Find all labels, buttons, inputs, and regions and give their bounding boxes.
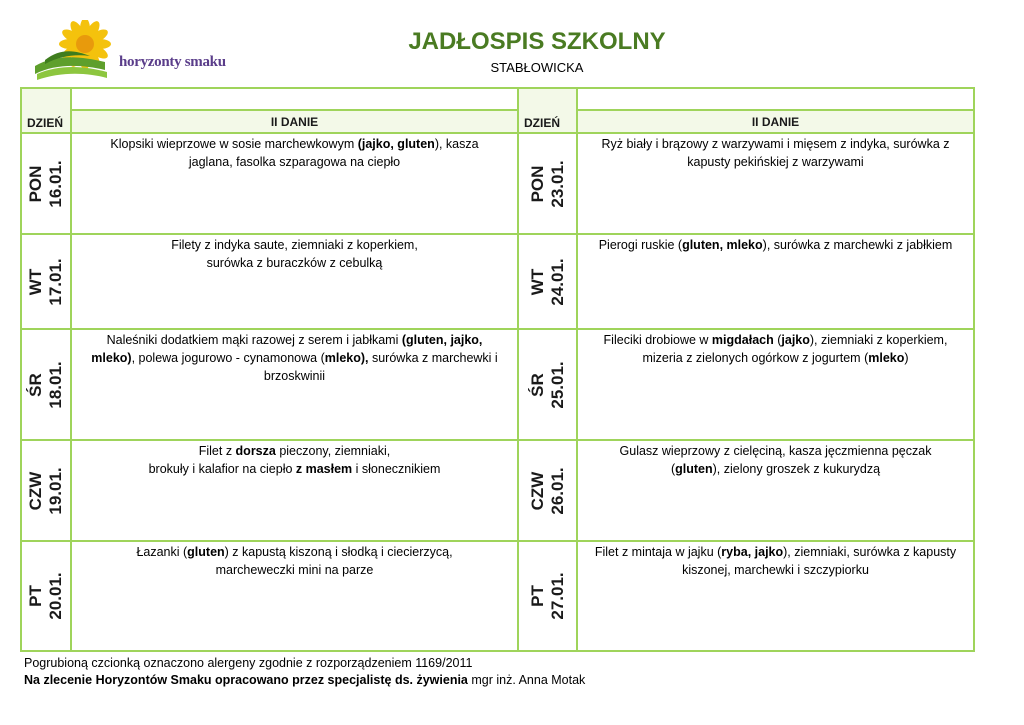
dish-description	[72, 330, 517, 385]
table-row	[21, 440, 974, 541]
dish-text: surówka z marchewki i	[368, 351, 498, 365]
day-name: PON	[527, 165, 547, 202]
allergen-text: migdałach	[711, 333, 774, 347]
dish-text: Ryż biały i brązowy z warzywami i mięsem z indyka, surówka z	[601, 137, 950, 151]
dish-text: pieczony, ziemniaki,	[275, 444, 391, 458]
allergen-text: (jajko, gluten	[357, 137, 435, 151]
dish-text: Gulasz wieprzowy z cielęciną, kasza jęczmienna pęczak	[619, 444, 932, 458]
dish-cell	[577, 440, 974, 541]
dish-text: jaglana, fasolka szparagowa na ciepło	[188, 155, 401, 169]
day-name: WT	[527, 268, 547, 295]
day-date-label	[528, 361, 568, 408]
allergen-text: (gluten, jajko,	[401, 333, 483, 347]
dish-cell	[71, 440, 518, 541]
allergen-text: dorsza	[235, 444, 276, 458]
table-subheader-row	[21, 110, 974, 133]
day-name: PON	[26, 165, 45, 202]
dish-description	[578, 441, 973, 478]
dish-column-header: II DANIE	[71, 110, 518, 133]
dish-text: mizeria z zielonych ogórkow z jogurtem (	[642, 351, 869, 365]
table-header-row	[21, 88, 974, 110]
day-name: PT	[527, 585, 547, 607]
dish-cell	[71, 234, 518, 329]
dish-description	[72, 542, 517, 579]
dish-text: surówka z buraczków z cebulką	[206, 256, 383, 270]
date: 25.01.	[547, 360, 567, 409]
table-row	[21, 133, 974, 234]
allergen-note: Pogrubioną czcionką oznaczono alergeny zgodnie z rozporządzeniem 1169/2011	[24, 656, 473, 670]
day-name: CZW	[26, 471, 45, 510]
dish-text: kiszonej, marchewki i szczypiorku	[682, 563, 869, 577]
dish-description	[72, 441, 517, 478]
date: 23.01.	[547, 159, 567, 208]
dish-text: ), ziemniaki, surówka z kapusty	[783, 545, 957, 559]
day-cell	[518, 440, 577, 541]
dish-cell	[577, 133, 974, 234]
dish-text: ), surówka z marchewki z jabłkiem	[762, 238, 953, 252]
day-cell	[518, 133, 577, 234]
dish-text: brokuły i kalafior na ciepło	[148, 462, 296, 476]
day-date-label	[26, 467, 66, 514]
dish-cell	[71, 133, 518, 234]
dish-description	[578, 134, 973, 171]
dish-text: (	[773, 333, 782, 347]
day-cell	[21, 541, 71, 651]
dish-text: i słonecznikiem	[352, 462, 441, 476]
day-cell	[21, 133, 71, 234]
day-date-label	[26, 258, 66, 305]
day-date-label	[26, 160, 66, 207]
allergen-text: gluten	[187, 545, 225, 559]
page-title: JADŁOSPIS SZKOLNY	[408, 28, 666, 55]
dish-column-header: II DANIE	[577, 110, 974, 133]
dish-text: kapusty pekińskiej z warzywami	[687, 155, 864, 169]
dish-text: marcheweczki mini na parze	[215, 563, 374, 577]
dish-text: Filety z indyka saute, ziemniaki z koperkiem,	[171, 238, 418, 252]
author-note-name: mgr inż. Anna Motak	[467, 673, 586, 687]
day-date-label	[528, 467, 568, 514]
allergen-text: jajko	[781, 333, 810, 347]
dish-description	[578, 330, 973, 367]
day-date-label	[26, 572, 66, 619]
dish-cell	[71, 541, 518, 651]
header-spacer	[71, 88, 518, 110]
dish-text: ), kasza	[434, 137, 479, 151]
dish-text: , polewa jogurowo - cynamonowa (	[131, 351, 325, 365]
day-cell	[21, 440, 71, 541]
day-date-label	[528, 160, 568, 207]
allergen-text: gluten	[675, 462, 713, 476]
allergen-text: mleko)	[91, 351, 132, 365]
allergen-text: mleko),	[324, 351, 369, 365]
date: 16.01.	[46, 159, 65, 208]
menu-table	[20, 87, 975, 652]
date: 20.01.	[46, 572, 65, 620]
dish-description	[578, 235, 973, 254]
date: 24.01.	[547, 257, 567, 306]
dish-cell	[71, 329, 518, 440]
dish-description	[578, 542, 973, 579]
header-spacer	[577, 88, 974, 110]
date: 17.01.	[46, 257, 65, 306]
dish-text: ) z kapustą kiszoną i słodką i ciecierzycą,	[224, 545, 453, 559]
allergen-text: ryba, jajko	[721, 545, 784, 559]
dish-description	[72, 134, 517, 171]
dish-text: Łazanki (	[136, 545, 188, 559]
date: 26.01.	[547, 466, 567, 515]
day-name: ŚR	[527, 372, 547, 397]
allergen-text: gluten, mleko	[682, 238, 763, 252]
day-cell	[518, 234, 577, 329]
day-date-label	[26, 361, 66, 408]
dish-text: Filet z mintaja w jajku (	[594, 545, 722, 559]
dish-cell	[577, 541, 974, 651]
day-cell	[518, 541, 577, 651]
dish-text: Klopsiki wieprzowe w sosie marchewkowym	[110, 137, 358, 151]
day-column-header: DZIEŃ	[21, 88, 71, 133]
day-cell	[21, 329, 71, 440]
dish-text: Pierogi ruskie (	[598, 238, 683, 252]
dish-text: ), ziemniaki z koperkiem,	[809, 333, 948, 347]
dish-cell	[577, 329, 974, 440]
dish-text: )	[904, 351, 909, 365]
day-cell	[21, 234, 71, 329]
day-name: CZW	[527, 471, 547, 510]
day-date-label	[528, 572, 568, 619]
day-name: PT	[26, 585, 45, 607]
day-date-label	[528, 258, 568, 305]
date: 27.01.	[547, 572, 567, 620]
table-row	[21, 329, 974, 440]
dish-cell	[577, 234, 974, 329]
dish-text: Naleśniki dodatkiem mąki razowej z serem i jabłkami	[106, 333, 402, 347]
dish-text: ), zielony groszek z kukurydzą	[712, 462, 881, 476]
dish-text: Filet z	[198, 444, 236, 458]
allergen-text: z masłem	[295, 462, 353, 476]
table-row	[21, 541, 974, 651]
date: 18.01.	[46, 360, 65, 409]
page-subtitle: STABŁOWICKA	[490, 60, 584, 75]
logo-text: horyzonty smaku	[119, 54, 226, 70]
dish-text: (	[670, 462, 676, 476]
dish-text: Fileciki drobiowe w	[603, 333, 712, 347]
author-note	[24, 673, 585, 687]
day-cell	[518, 329, 577, 440]
dish-text: brzoskwinii	[263, 369, 326, 383]
day-column-header: DZIEŃ	[518, 88, 577, 133]
table-row	[21, 234, 974, 329]
date: 19.01.	[46, 466, 65, 515]
dish-description	[72, 235, 517, 272]
author-note-bold: Na zlecenie Horyzontów Smaku opracowano przez specjalistę ds. żywienia	[24, 673, 468, 687]
allergen-text: mleko	[868, 351, 905, 365]
day-name: WT	[26, 268, 45, 295]
day-name: ŚR	[26, 372, 45, 397]
